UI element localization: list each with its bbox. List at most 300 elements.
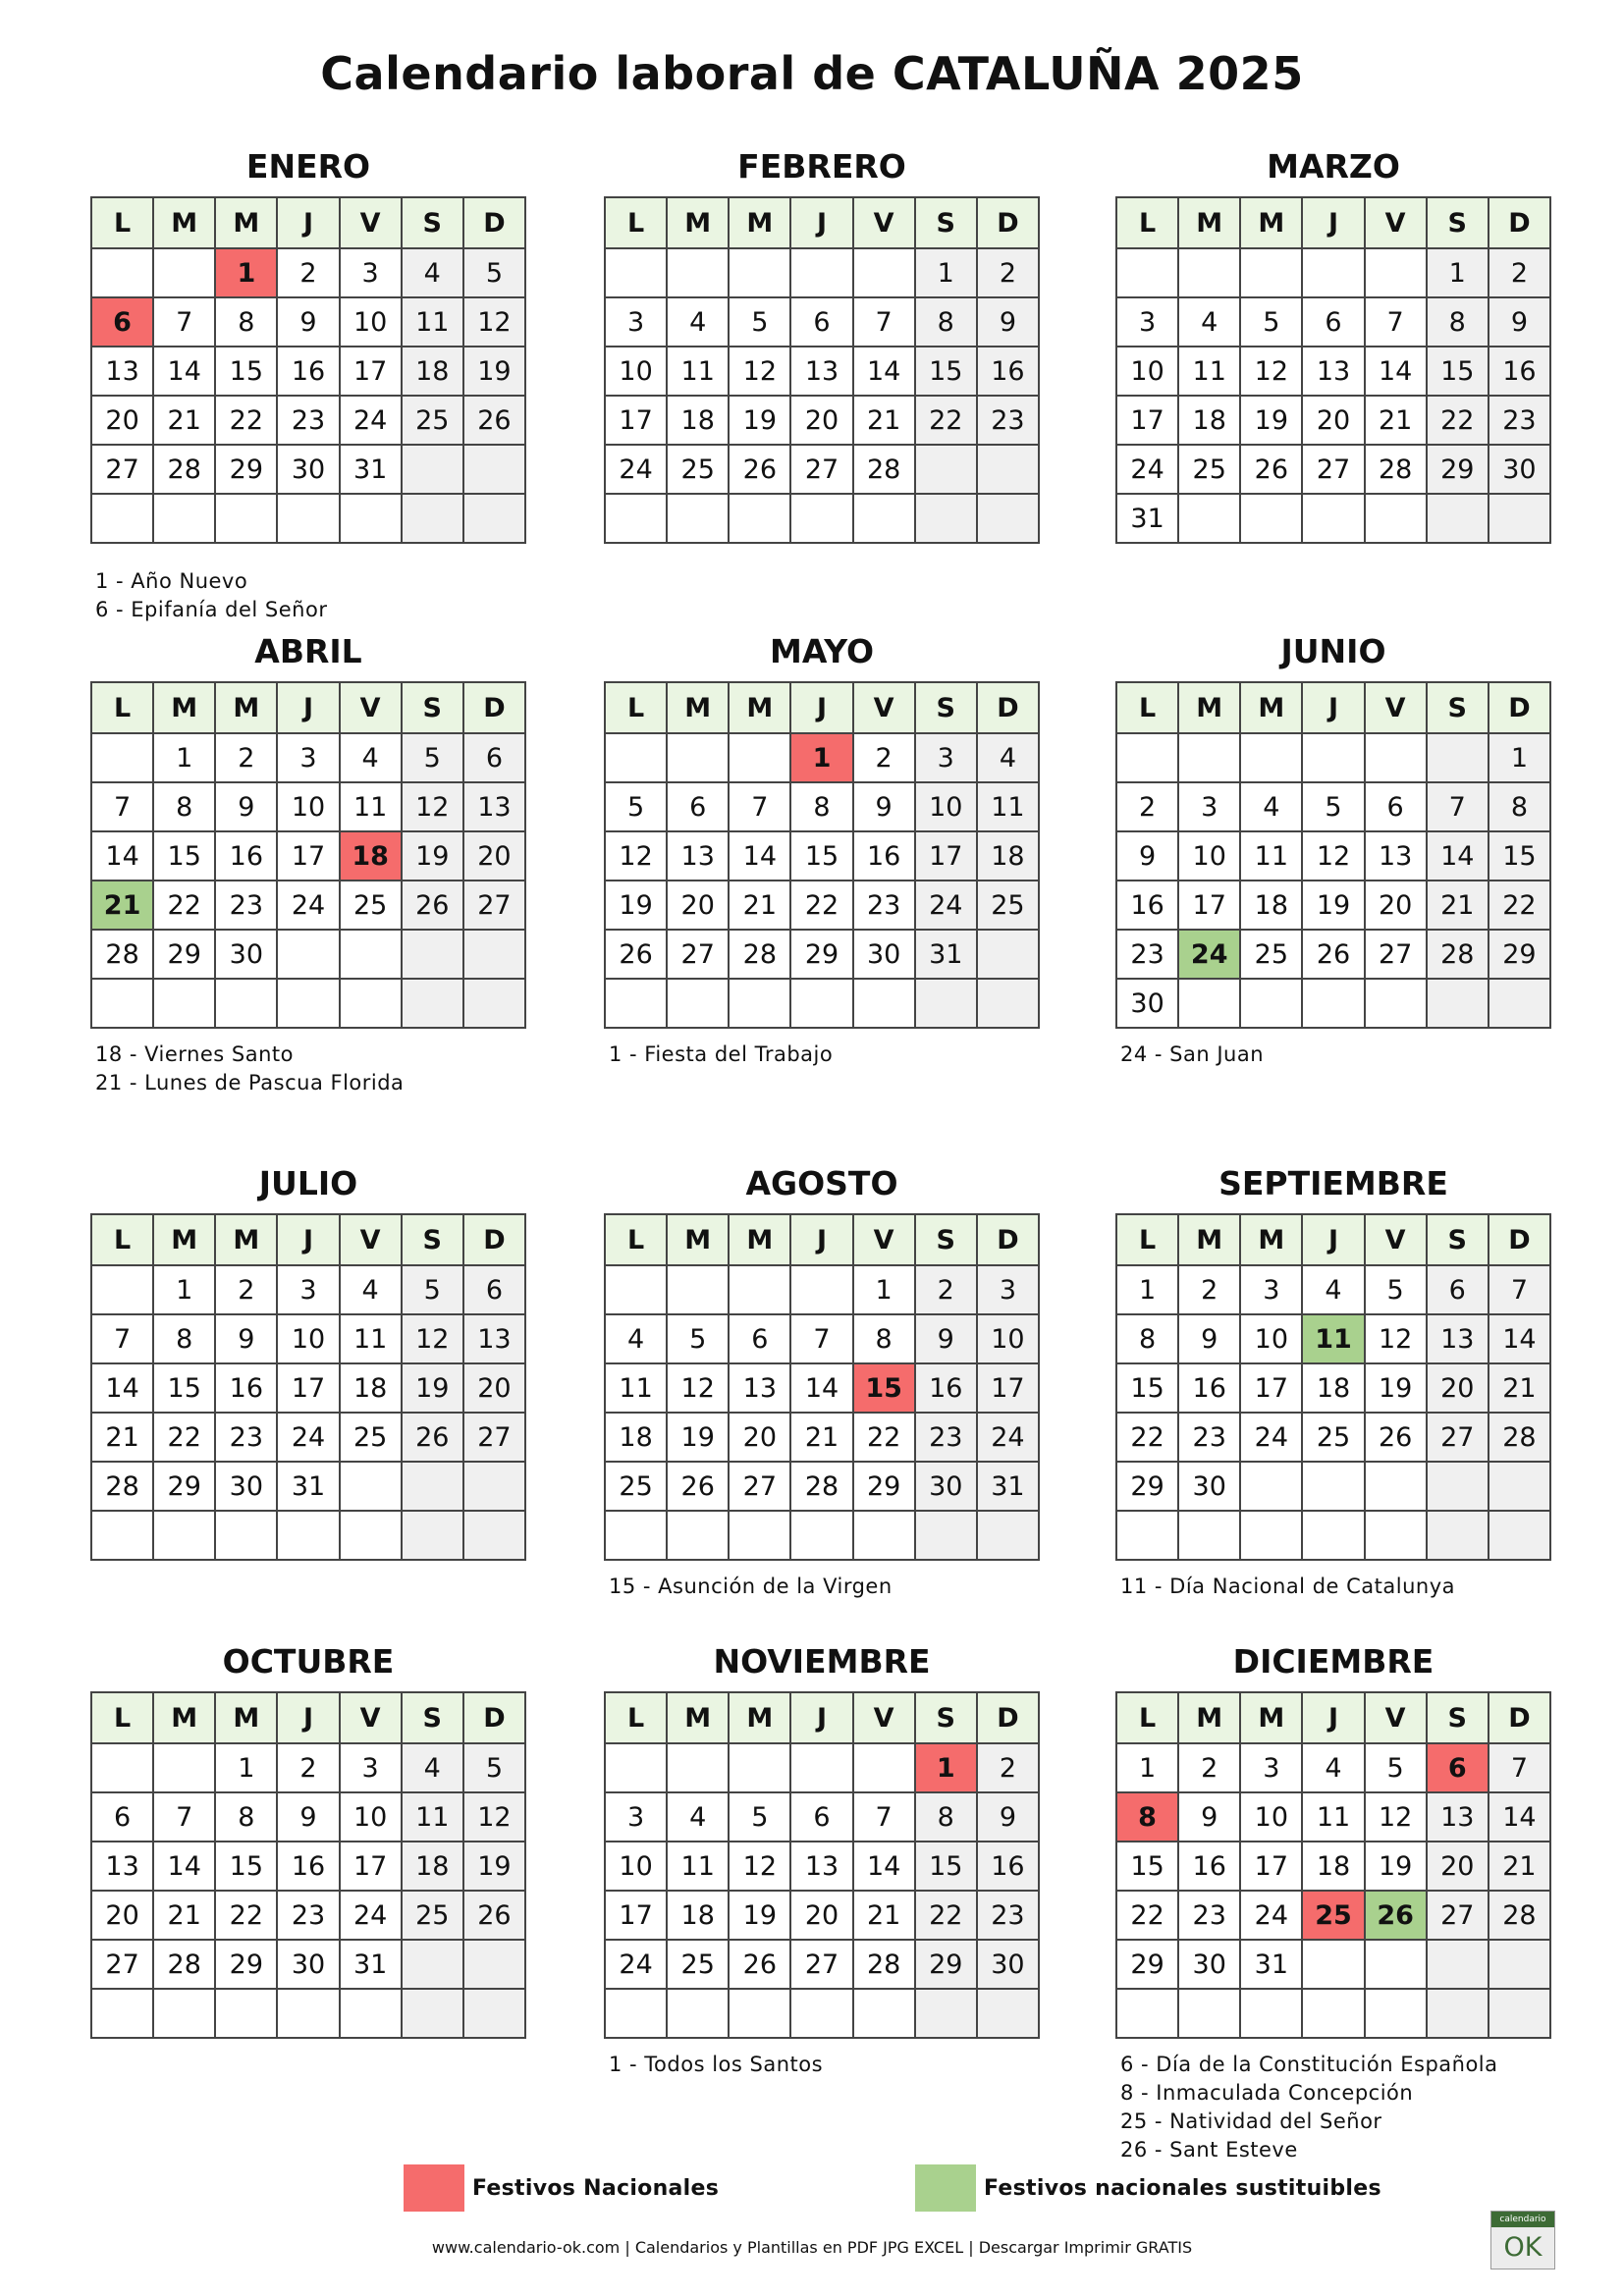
day-cell: 26 (667, 1462, 729, 1511)
holiday-note: 8 - Inmaculada Concepción (1120, 2081, 1414, 2105)
empty-cell (215, 494, 277, 543)
day-cell: 19 (402, 831, 463, 881)
day-cell: 26 (463, 396, 525, 445)
day-cell: 8 (215, 1792, 277, 1842)
holiday-nacional-cell: 6 (1427, 1743, 1489, 1792)
day-cell: 28 (853, 445, 915, 494)
day-cell: 1 (153, 1265, 215, 1314)
day-cell: 13 (729, 1363, 790, 1413)
day-cell: 27 (463, 1413, 525, 1462)
empty-cell (1240, 1511, 1302, 1560)
day-cell: 3 (605, 297, 667, 347)
day-cell: 26 (402, 881, 463, 930)
day-cell: 7 (1427, 782, 1489, 831)
day-cell: 5 (1365, 1743, 1427, 1792)
day-cell: 3 (1240, 1743, 1302, 1792)
page-title: Calendario laboral de CATALUÑA 2025 (320, 47, 1304, 100)
day-cell: 2 (215, 1265, 277, 1314)
day-cell: 15 (1489, 831, 1550, 881)
empty-cell (340, 1511, 402, 1560)
day-cell: 4 (1178, 297, 1240, 347)
day-cell: 14 (91, 1363, 153, 1413)
day-cell: 16 (853, 831, 915, 881)
empty-cell (1427, 1989, 1489, 2038)
day-cell: 11 (1302, 1792, 1364, 1842)
day-cell: 25 (977, 881, 1039, 930)
empty-cell (1365, 979, 1427, 1028)
empty-cell (790, 248, 852, 297)
empty-cell (153, 1989, 215, 2038)
weekday-header: J (1302, 197, 1364, 248)
month-table (604, 681, 1040, 1029)
empty-cell (853, 1511, 915, 1560)
day-cell: 16 (977, 1842, 1039, 1891)
day-cell: 10 (1240, 1792, 1302, 1842)
day-cell: 2 (1116, 782, 1178, 831)
weekday-header: M (1178, 1214, 1240, 1265)
weekday-header: L (91, 1214, 153, 1265)
day-cell: 8 (915, 297, 977, 347)
day-cell: 12 (605, 831, 667, 881)
empty-cell (91, 1265, 153, 1314)
day-cell: 25 (605, 1462, 667, 1511)
day-cell: 31 (277, 1462, 339, 1511)
weekday-header: M (1240, 1214, 1302, 1265)
holiday-note: 6 - Día de la Constitución Española (1120, 2053, 1498, 2076)
day-cell: 17 (977, 1363, 1039, 1413)
empty-cell (91, 979, 153, 1028)
day-cell: 7 (790, 1314, 852, 1363)
day-cell: 6 (1302, 297, 1364, 347)
holiday-notes (95, 1041, 567, 1097)
day-cell: 15 (153, 1363, 215, 1413)
day-cell: 29 (790, 930, 852, 979)
day-cell: 18 (1240, 881, 1302, 930)
day-cell: 27 (790, 445, 852, 494)
weekday-header: J (277, 197, 339, 248)
weekday-header: V (853, 1692, 915, 1743)
day-cell: 8 (153, 1314, 215, 1363)
day-cell: 27 (463, 881, 525, 930)
weekday-header: V (340, 682, 402, 733)
empty-cell (153, 1511, 215, 1560)
empty-cell (915, 1989, 977, 2038)
day-cell: 2 (853, 733, 915, 782)
weekday-header: D (463, 1692, 525, 1743)
weekday-header: J (790, 197, 852, 248)
empty-cell (402, 1511, 463, 1560)
day-cell: 10 (605, 1842, 667, 1891)
empty-cell (790, 1511, 852, 1560)
day-cell: 20 (1427, 1842, 1489, 1891)
holiday-sustituible-cell: 11 (1302, 1314, 1364, 1363)
day-cell: 23 (853, 881, 915, 930)
day-cell: 23 (215, 881, 277, 930)
day-cell: 13 (1302, 347, 1364, 396)
footer-text: www.calendario-ok.com | Calendarios y Plantillas en PDF JPG EXCEL | Descargar Imprimir GRATIS (431, 2238, 1193, 2257)
day-cell: 28 (153, 445, 215, 494)
day-cell: 22 (915, 1891, 977, 1940)
day-cell: 21 (91, 1413, 153, 1462)
holiday-note: 6 - Epifanía del Señor (95, 598, 328, 621)
empty-cell (1427, 494, 1489, 543)
day-cell: 12 (463, 1792, 525, 1842)
empty-cell (667, 248, 729, 297)
day-cell: 18 (340, 1363, 402, 1413)
empty-cell (402, 1462, 463, 1511)
day-cell: 19 (1302, 881, 1364, 930)
legend-nacional-label: Festivos Nacionales (472, 2175, 720, 2201)
day-cell: 20 (1302, 396, 1364, 445)
holiday-notes (95, 567, 567, 624)
weekday-header: J (277, 1214, 339, 1265)
empty-cell (1365, 248, 1427, 297)
day-cell: 24 (1240, 1413, 1302, 1462)
empty-cell (729, 494, 790, 543)
day-cell: 4 (1302, 1743, 1364, 1792)
legend-sustituible-swatch (915, 2164, 976, 2212)
weekday-header: M (153, 682, 215, 733)
weekday-header: V (853, 197, 915, 248)
day-cell: 8 (853, 1314, 915, 1363)
empty-cell (790, 1265, 852, 1314)
empty-cell (1365, 733, 1427, 782)
day-cell: 27 (91, 1940, 153, 1989)
day-cell: 25 (1302, 1413, 1364, 1462)
day-cell: 16 (215, 1363, 277, 1413)
day-cell: 21 (1365, 396, 1427, 445)
holiday-nacional-cell: 25 (1302, 1891, 1364, 1940)
empty-cell (277, 1989, 339, 2038)
day-cell: 16 (915, 1363, 977, 1413)
day-cell: 11 (667, 1842, 729, 1891)
weekday-header: V (340, 1692, 402, 1743)
day-cell: 6 (667, 782, 729, 831)
day-cell: 10 (277, 782, 339, 831)
month-name: MAYO (770, 632, 874, 670)
month-table (1115, 681, 1551, 1029)
holiday-notes (1120, 1041, 1592, 1069)
day-cell: 30 (277, 445, 339, 494)
day-cell: 25 (667, 1940, 729, 1989)
day-cell: 12 (402, 1314, 463, 1363)
legend-nacional-swatch (404, 2164, 464, 2212)
month-name: MARZO (1267, 147, 1400, 186)
empty-cell (1302, 1462, 1364, 1511)
day-cell: 3 (1240, 1265, 1302, 1314)
weekday-header: J (277, 1692, 339, 1743)
empty-cell (977, 1989, 1039, 2038)
empty-cell (402, 445, 463, 494)
holiday-notes (609, 1041, 1080, 1069)
empty-cell (277, 1511, 339, 1560)
weekday-header: V (1365, 1214, 1427, 1265)
empty-cell (729, 733, 790, 782)
weekday-header: V (340, 1214, 402, 1265)
day-cell: 12 (1365, 1314, 1427, 1363)
day-cell: 22 (1116, 1891, 1178, 1940)
day-cell: 23 (1116, 930, 1178, 979)
day-cell: 23 (215, 1413, 277, 1462)
empty-cell (977, 1511, 1039, 1560)
day-cell: 24 (915, 881, 977, 930)
day-cell: 22 (1489, 881, 1550, 930)
empty-cell (463, 979, 525, 1028)
weekday-header: L (605, 1692, 667, 1743)
day-cell: 28 (853, 1940, 915, 1989)
weekday-header: M (729, 197, 790, 248)
empty-cell (1302, 979, 1364, 1028)
empty-cell (853, 1989, 915, 2038)
day-cell: 12 (1365, 1792, 1427, 1842)
day-cell: 18 (605, 1413, 667, 1462)
empty-cell (1302, 1989, 1364, 2038)
weekday-header: D (1489, 682, 1550, 733)
weekday-header: M (215, 682, 277, 733)
weekday-header: D (977, 197, 1039, 248)
empty-cell (667, 1989, 729, 2038)
empty-cell (1302, 1511, 1364, 1560)
day-cell: 4 (667, 1792, 729, 1842)
day-cell: 2 (977, 248, 1039, 297)
day-cell: 12 (729, 1842, 790, 1891)
empty-cell (340, 494, 402, 543)
empty-cell (463, 1989, 525, 2038)
day-cell: 24 (340, 396, 402, 445)
day-cell: 16 (1178, 1363, 1240, 1413)
day-cell: 19 (1365, 1363, 1427, 1413)
day-cell: 31 (915, 930, 977, 979)
day-cell: 30 (277, 1940, 339, 1989)
day-cell: 1 (1489, 733, 1550, 782)
holiday-sustituible-cell: 26 (1365, 1891, 1427, 1940)
day-cell: 9 (853, 782, 915, 831)
empty-cell (915, 979, 977, 1028)
day-cell: 7 (153, 297, 215, 347)
weekday-header: M (153, 1692, 215, 1743)
day-cell: 11 (340, 782, 402, 831)
empty-cell (605, 733, 667, 782)
day-cell: 28 (1489, 1891, 1550, 1940)
day-cell: 29 (1116, 1940, 1178, 1989)
day-cell: 22 (853, 1413, 915, 1462)
day-cell: 22 (153, 1413, 215, 1462)
weekday-header: L (91, 682, 153, 733)
day-cell: 4 (605, 1314, 667, 1363)
day-cell: 13 (91, 1842, 153, 1891)
day-cell: 10 (340, 1792, 402, 1842)
day-cell: 17 (277, 1363, 339, 1413)
month-name: SEPTIEMBRE (1218, 1164, 1448, 1202)
empty-cell (463, 930, 525, 979)
day-cell: 21 (853, 1891, 915, 1940)
day-cell: 4 (977, 733, 1039, 782)
empty-cell (1240, 1989, 1302, 2038)
day-cell: 7 (853, 1792, 915, 1842)
day-cell: 6 (1427, 1265, 1489, 1314)
day-cell: 18 (1178, 396, 1240, 445)
holiday-note: 18 - Viernes Santo (95, 1042, 295, 1066)
weekday-header: M (729, 682, 790, 733)
day-cell: 15 (153, 831, 215, 881)
day-cell: 10 (977, 1314, 1039, 1363)
empty-cell (605, 1511, 667, 1560)
day-cell: 27 (729, 1462, 790, 1511)
day-cell: 21 (853, 396, 915, 445)
weekday-header: S (402, 1692, 463, 1743)
day-cell: 21 (153, 1891, 215, 1940)
logo-bottom-text: OK (1503, 2232, 1543, 2263)
day-cell: 20 (729, 1413, 790, 1462)
weekday-header: V (1365, 197, 1427, 248)
day-cell: 19 (605, 881, 667, 930)
empty-cell (1427, 979, 1489, 1028)
logo-top-text: calendario (1491, 2212, 1554, 2227)
weekday-header: M (667, 1692, 729, 1743)
day-cell: 11 (667, 347, 729, 396)
day-cell: 13 (1427, 1792, 1489, 1842)
day-cell: 20 (91, 396, 153, 445)
holiday-nacional-cell: 1 (215, 248, 277, 297)
month-name: JULIO (258, 1164, 358, 1202)
empty-cell (215, 1989, 277, 2038)
day-cell: 26 (1240, 445, 1302, 494)
month-name: FEBRERO (737, 147, 906, 186)
day-cell: 14 (1365, 347, 1427, 396)
month-name: ENERO (245, 147, 371, 186)
empty-cell (1489, 1462, 1550, 1511)
day-cell: 6 (790, 1792, 852, 1842)
empty-cell (729, 248, 790, 297)
day-cell: 25 (1240, 930, 1302, 979)
day-cell: 15 (1116, 1842, 1178, 1891)
day-cell: 7 (1489, 1743, 1550, 1792)
day-cell: 2 (977, 1743, 1039, 1792)
empty-cell (729, 1265, 790, 1314)
day-cell: 27 (1427, 1891, 1489, 1940)
day-cell: 30 (853, 930, 915, 979)
day-cell: 15 (790, 831, 852, 881)
empty-cell (1178, 1511, 1240, 1560)
day-cell: 23 (977, 1891, 1039, 1940)
empty-cell (790, 494, 852, 543)
holiday-note: 1 - Fiesta del Trabajo (609, 1042, 834, 1066)
day-cell: 30 (1178, 1940, 1240, 1989)
day-cell: 9 (215, 782, 277, 831)
empty-cell (915, 1511, 977, 1560)
day-cell: 9 (1178, 1792, 1240, 1842)
empty-cell (1365, 1462, 1427, 1511)
calendario-ok-logo (1490, 2211, 1555, 2269)
legend-sustituible (915, 2165, 1381, 2211)
weekday-header: D (463, 197, 525, 248)
day-cell: 8 (1427, 297, 1489, 347)
day-cell: 30 (215, 930, 277, 979)
day-cell: 7 (91, 782, 153, 831)
weekday-header: M (729, 1214, 790, 1265)
empty-cell (605, 979, 667, 1028)
weekday-header: M (215, 1692, 277, 1743)
day-cell: 11 (402, 297, 463, 347)
weekday-header: J (1302, 1214, 1364, 1265)
day-cell: 5 (463, 1743, 525, 1792)
day-cell: 21 (1489, 1842, 1550, 1891)
weekday-header: S (915, 682, 977, 733)
empty-cell (667, 1511, 729, 1560)
day-cell: 19 (667, 1413, 729, 1462)
day-cell: 10 (605, 347, 667, 396)
day-cell: 26 (402, 1413, 463, 1462)
day-cell: 1 (1427, 248, 1489, 297)
empty-cell (340, 979, 402, 1028)
empty-cell (605, 1743, 667, 1792)
day-cell: 26 (463, 1891, 525, 1940)
day-cell: 14 (853, 347, 915, 396)
empty-cell (463, 494, 525, 543)
day-cell: 31 (1240, 1940, 1302, 1989)
weekday-header: S (915, 1214, 977, 1265)
day-cell: 6 (790, 297, 852, 347)
weekday-header: M (1178, 682, 1240, 733)
day-cell: 20 (1365, 881, 1427, 930)
empty-cell (853, 248, 915, 297)
day-cell: 12 (1302, 831, 1364, 881)
holiday-notes (1120, 1573, 1592, 1601)
empty-cell (1302, 733, 1364, 782)
day-cell: 24 (340, 1891, 402, 1940)
empty-cell (91, 248, 153, 297)
weekday-header: J (277, 682, 339, 733)
month-table (604, 196, 1040, 544)
day-cell: 7 (853, 297, 915, 347)
holiday-note: 26 - Sant Esteve (1120, 2138, 1298, 2162)
weekday-header: S (1427, 1692, 1489, 1743)
day-cell: 17 (1240, 1363, 1302, 1413)
day-cell: 14 (1489, 1792, 1550, 1842)
day-cell: 26 (1365, 1413, 1427, 1462)
day-cell: 23 (1178, 1891, 1240, 1940)
weekday-header: D (1489, 1214, 1550, 1265)
empty-cell (729, 1743, 790, 1792)
empty-cell (91, 733, 153, 782)
empty-cell (153, 494, 215, 543)
empty-cell (605, 1989, 667, 2038)
day-cell: 19 (463, 1842, 525, 1891)
empty-cell (463, 1511, 525, 1560)
day-cell: 14 (153, 1842, 215, 1891)
day-cell: 19 (1365, 1842, 1427, 1891)
weekday-header: M (1178, 197, 1240, 248)
day-cell: 21 (790, 1413, 852, 1462)
holiday-note: 25 - Natividad del Señor (1120, 2109, 1382, 2133)
day-cell: 31 (1116, 494, 1178, 543)
empty-cell (402, 930, 463, 979)
day-cell: 29 (153, 1462, 215, 1511)
empty-cell (977, 930, 1039, 979)
day-cell: 18 (667, 396, 729, 445)
legend-sustituible-label: Festivos nacionales sustituibles (984, 2175, 1381, 2201)
day-cell: 17 (1116, 396, 1178, 445)
weekday-header: S (1427, 1214, 1489, 1265)
day-cell: 15 (1427, 347, 1489, 396)
empty-cell (1365, 1989, 1427, 2038)
weekday-header: D (463, 682, 525, 733)
empty-cell (1489, 1989, 1550, 2038)
weekday-header: J (790, 682, 852, 733)
day-cell: 24 (605, 445, 667, 494)
empty-cell (667, 1265, 729, 1314)
day-cell: 3 (915, 733, 977, 782)
